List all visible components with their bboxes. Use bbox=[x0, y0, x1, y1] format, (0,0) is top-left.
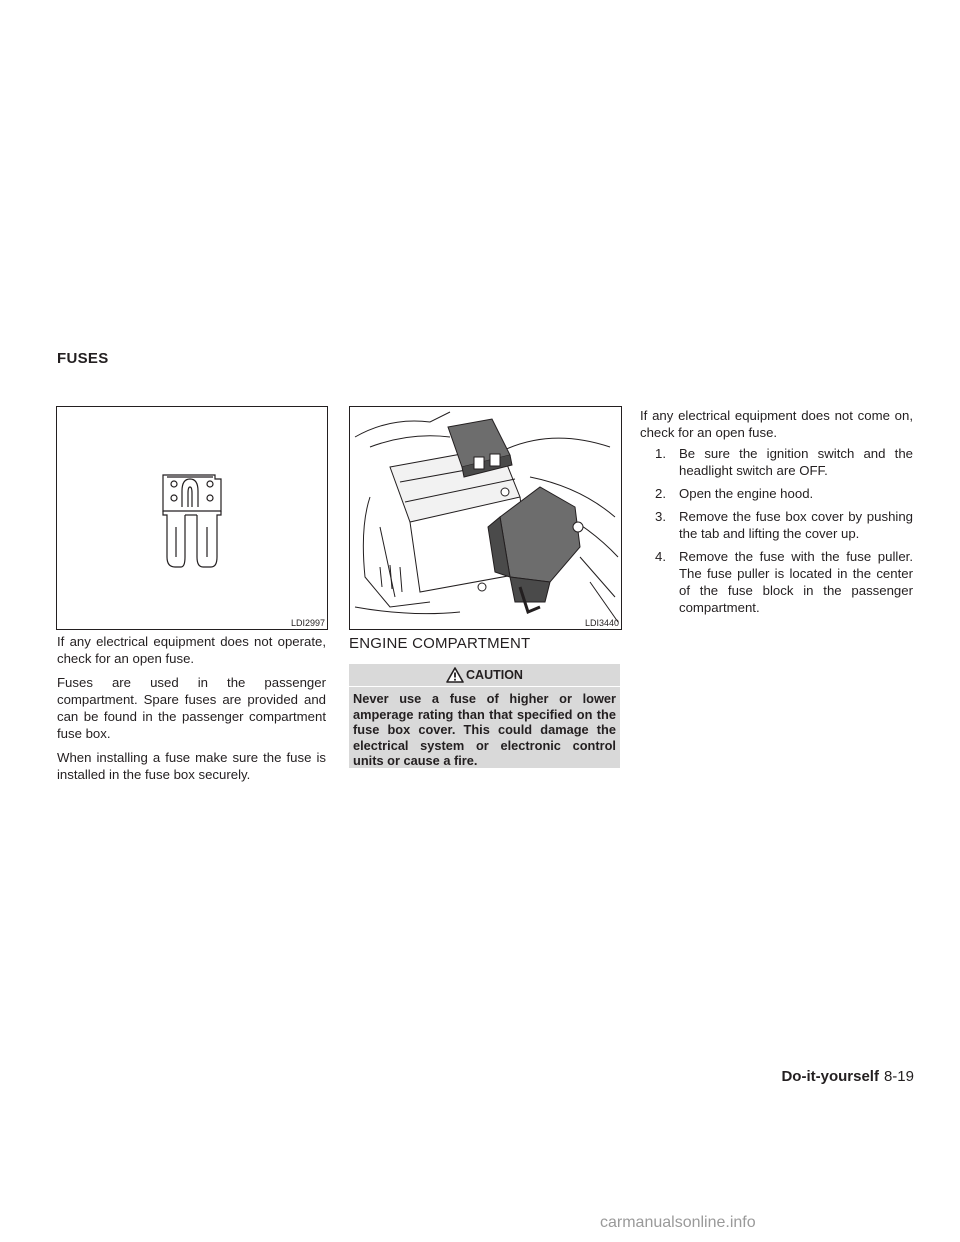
step-number: 3. bbox=[655, 509, 666, 524]
paragraph: If any electrical equipment does not come on, check for an open fuse. bbox=[640, 408, 913, 440]
paragraph: When installing a fuse make sure the fuse is installed in the fuse box securely. bbox=[57, 750, 326, 782]
paragraph: Fuses are used in the passenger compartment. Spare fuses are provided and can be found in the passenger compartment fuse box. bbox=[57, 675, 326, 741]
step-text: Be sure the ignition switch and the headlight switch are OFF. bbox=[679, 446, 913, 478]
step-text: Open the engine hood. bbox=[679, 486, 814, 501]
page-number: 8-19 bbox=[883, 1068, 914, 1085]
watermark[interactable]: carmanualsonline.info bbox=[600, 1214, 756, 1231]
fuse-figure bbox=[56, 406, 328, 630]
step-number: 2. bbox=[655, 486, 666, 501]
figure-code: LDI3440 bbox=[584, 618, 619, 628]
caution-header bbox=[349, 664, 620, 686]
step-number: 4. bbox=[655, 549, 666, 564]
list-item bbox=[655, 508, 913, 542]
caution-text: Never use a fuse of higher or lower amperage rating than that specified on the fuse box cover. This could damage the electrical system or electronic control units or cause a fire. bbox=[349, 686, 620, 769]
caution-label: CAUTION bbox=[466, 668, 523, 682]
step-number: 1. bbox=[655, 446, 666, 461]
list-item bbox=[655, 485, 913, 502]
step-text: Remove the fuse with the fuse puller. The fuse puller is located in the center of the fuse block in the passenger compartment. bbox=[679, 549, 913, 615]
engine-compartment-heading: ENGINE COMPARTMENT bbox=[349, 635, 531, 652]
fuse-illustration bbox=[57, 407, 327, 629]
list-item bbox=[655, 445, 913, 479]
list-item bbox=[655, 548, 913, 616]
warning-icon bbox=[446, 667, 464, 683]
chapter-name: Do-it-yourself bbox=[781, 1068, 879, 1085]
paragraph: If any electrical equipment does not operate, check for an open fuse. bbox=[57, 634, 326, 666]
engine-compartment-illustration bbox=[350, 407, 621, 629]
caution-box bbox=[349, 664, 620, 768]
left-column bbox=[57, 633, 326, 790]
engine-compartment-figure bbox=[349, 406, 622, 630]
right-column bbox=[640, 407, 913, 622]
page-footer bbox=[781, 1068, 914, 1085]
step-text: Remove the fuse box cover by pushing the tab and lifting the cover up. bbox=[679, 509, 913, 541]
figure-code: LDI2997 bbox=[290, 618, 325, 628]
steps-list bbox=[640, 445, 913, 616]
section-title: FUSES bbox=[57, 350, 109, 367]
